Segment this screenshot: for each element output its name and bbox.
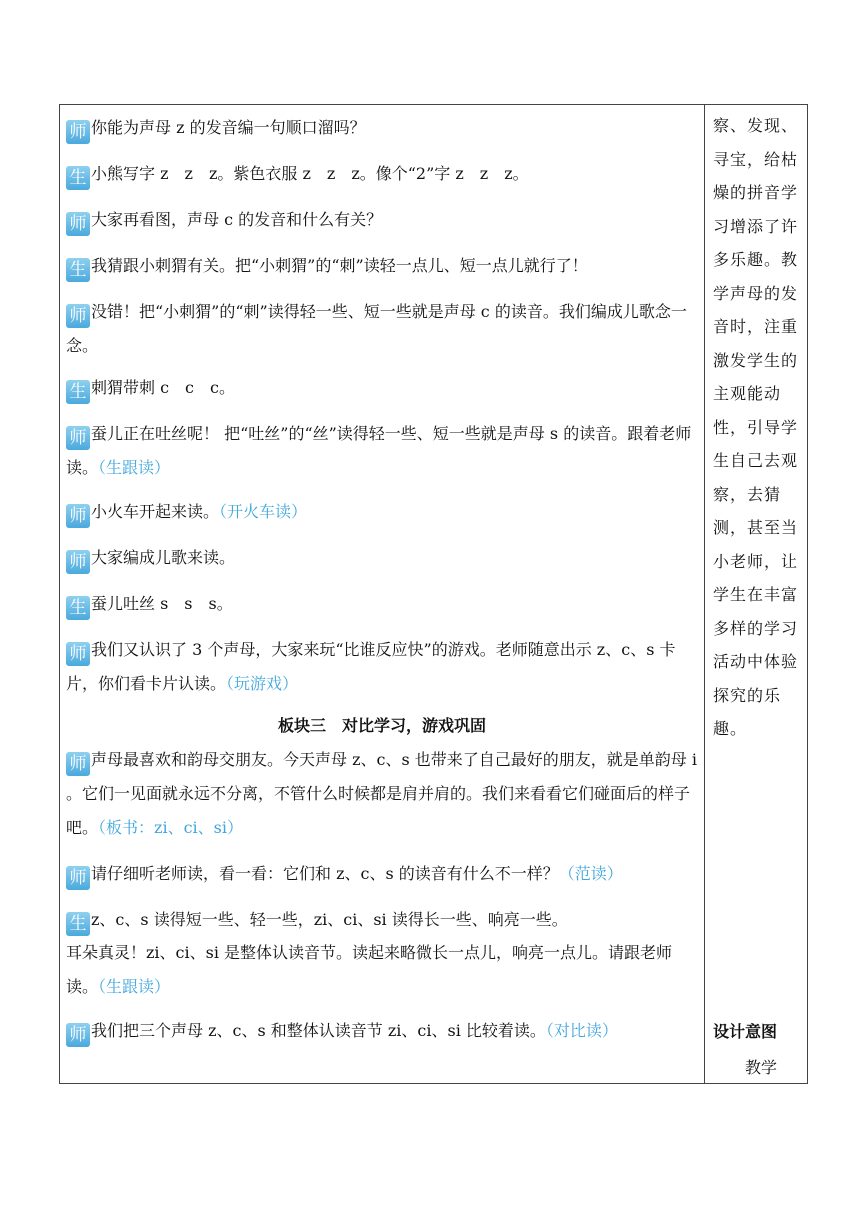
stage-note: （玩游戏） [226,674,299,693]
dialogue-line [66,909,568,936]
section-heading: 板块三 对比学习，游戏巩固 [277,716,486,735]
dialogue-line [66,417,700,485]
dialogue-text: 刺猬带刺 c c c。 [91,378,235,397]
dialogue-text: 我们把三个声母 z、c、s 和整体认读音节 zi、ci、si 比较着读。 [91,1021,546,1040]
stage-note: （开火车读） [219,502,308,521]
dialogue-text: 蚕儿吐丝 s s s。 [91,594,233,613]
stage-note: （生跟读） [98,977,171,996]
dialogue-text: 你能为声母 z 的发音编一句顺口溜吗？ [91,118,366,137]
dialogue-line [66,209,382,236]
student-badge-icon: 生 [66,166,90,190]
teacher-badge-icon: 师 [66,504,90,528]
dialogue-line [66,633,700,701]
dialogue-line [66,593,233,620]
stage-note: （板书：zi、ci、si） [98,818,243,837]
dialogue-line [66,863,623,890]
dialogue-line [66,743,700,845]
teacher-badge-icon: 师 [66,1023,90,1047]
dialogue-text: 小火车开起来读。 [91,502,220,521]
dialogue-text: 声母最喜欢和韵母交朋友。今天声母 z、c、s 也带来了自己最好的朋友，就是单韵母 i 。它们一见面就永远不分离，不管什么时候都是肩并肩的。我们来看看它们碰面后的样子吧。 [66,750,697,837]
stage-note: （范读） [558,864,623,883]
dialogue-text: z、c、s 读得短一些、轻一些，zi、ci、si 读得长一些、响亮一些。 [91,910,568,929]
teacher-badge-icon: 师 [66,212,90,236]
design-intent-continuation: 教学 [745,1058,778,1077]
teacher-badge-icon: 师 [66,426,90,450]
stage-note: （对比读） [545,1021,618,1040]
student-badge-icon: 生 [66,912,90,936]
dialogue-line [66,547,235,574]
dialogue-text: 请仔细听老师读，看一看：它们和 z、c、s 的读音有什么不一样？ [91,864,559,883]
teacher-badge-icon: 师 [66,550,90,574]
lesson-column [60,105,704,1083]
dialogue-line [66,1020,618,1047]
stage-note: （生跟读） [98,458,171,477]
dialogue-line [66,117,366,144]
design-intent-column [705,105,807,1083]
dialogue-line [66,501,307,528]
dialogue-line [66,295,700,363]
student-badge-icon: 生 [66,380,90,404]
design-intent-heading: 设计意图 [713,1022,778,1041]
teacher-badge-icon: 师 [66,120,90,144]
teacher-badge-icon: 师 [66,752,90,776]
dialogue-text: 我们又认识了 3 个声母，大家来玩“比谁反应快”的游戏。老师随意出示 z、c、s 卡片，你们看卡片认读。 [66,640,676,693]
teacher-badge-icon: 师 [66,866,90,890]
lesson-table [59,104,808,1084]
design-intent-text: 察、发现、寻宝，给枯燥的拼音学习增添了许多乐趣。教学声母的发音时，注重激发学生的主观能动性，引导学生自己去观察，去猜测，甚至当小老师，让学生在丰富多样的学习活动中体验探究的乐趣。 [713,116,799,738]
student-badge-icon: 生 [66,596,90,620]
dialogue-line [66,377,235,404]
dialogue-text: 大家再看图，声母 c 的发音和什么有关？ [91,210,383,229]
dialogue-line [66,936,700,1004]
dialogue-line [66,163,529,190]
dialogue-text: 小熊写字 z z z。紫色衣服 z z z。像个“2”字 z z z。 [91,164,529,183]
dialogue-text: 蚕儿正在吐丝呢！ 把“吐丝”的“丝”读得轻一些、短一些就是声母 s 的读音。跟着老师读。 [66,424,692,477]
dialogue-text: 耳朵真灵！zi、ci、si 是整体认读音节。读起来略微长一点儿，响亮一点儿。请跟老师读。 [66,943,673,996]
teacher-badge-icon: 师 [66,642,90,666]
student-badge-icon: 生 [66,258,90,282]
dialogue-text: 大家编成儿歌来读。 [91,548,236,567]
teacher-badge-icon: 师 [66,304,90,328]
dialogue-line [66,255,588,282]
dialogue-text: 我猜跟小刺猬有关。把“小刺猬”的“刺”读轻一点儿、短一点儿就行了！ [91,256,588,275]
dialogue-text: 没错！把“小刺猬”的“刺”读得轻一些、短一些就是声母 c 的读音。我们编成儿歌念一念。 [66,302,687,355]
